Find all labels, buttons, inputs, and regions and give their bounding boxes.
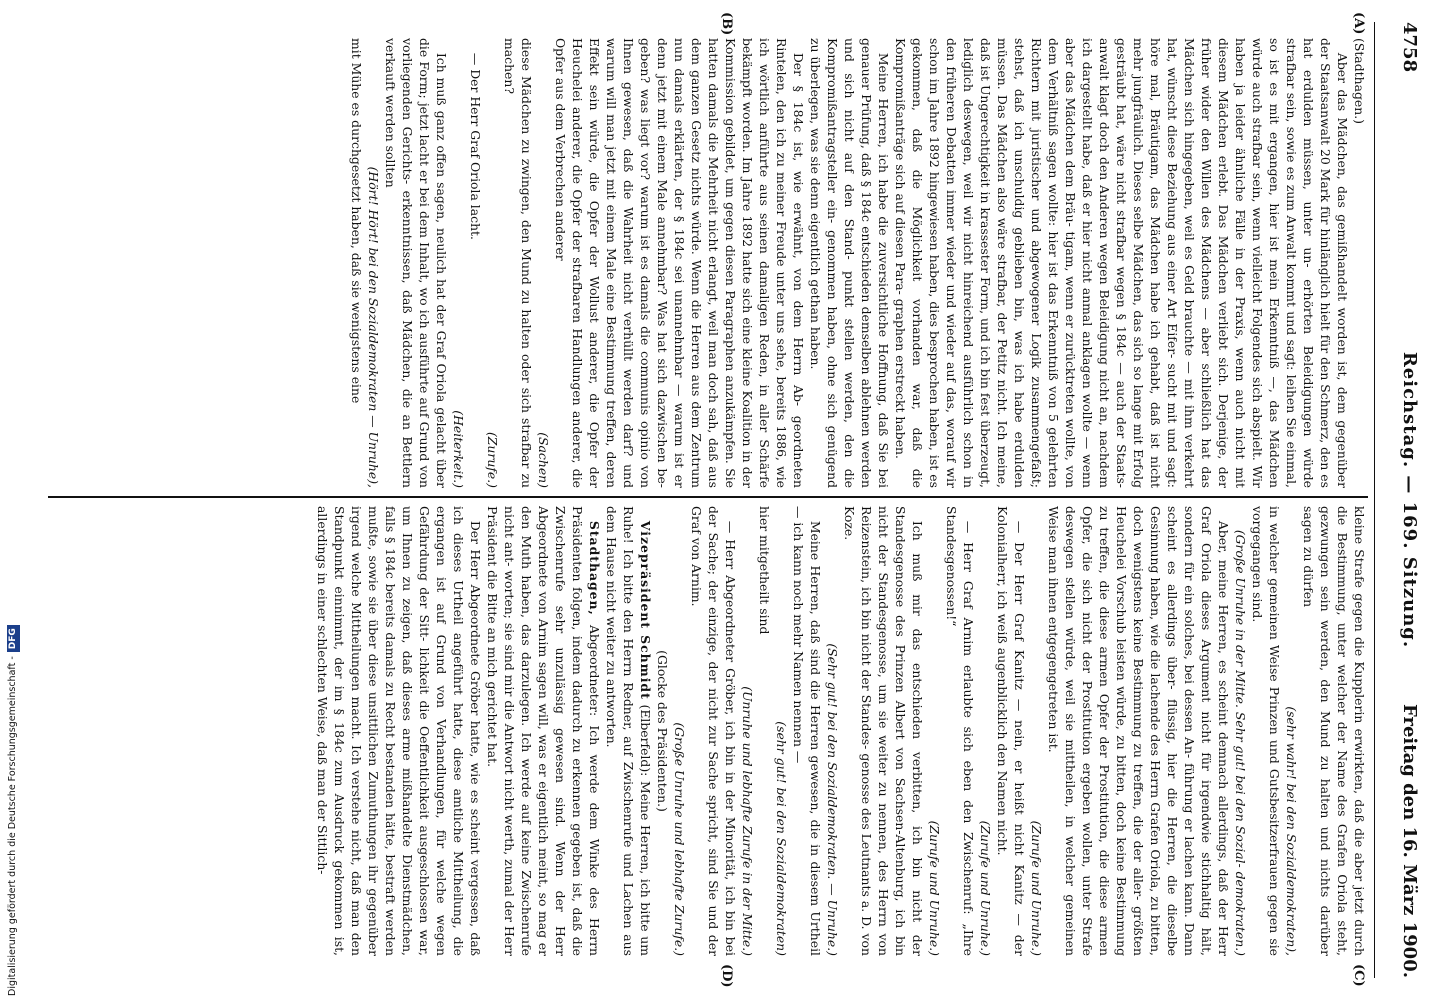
paragraph: — Der Herr Graf Kanitz — nein, er heißt nicht Kanitz — der Kolonialherr, ich weiß augenblicklich den Namen nicht. (995, 506, 1027, 956)
paragraph (484, 506, 603, 956)
paragraph: — Herr Graf Arnim erlaubte sich eben den Zwischenruf: „Ihre Standesgenossen!“ (944, 506, 976, 956)
stage-direction: (Große Unruhe und lebhafte Zurufe.) (672, 722, 687, 956)
stage-direction: (Unruhe und lebhafte Zurufe in der Mitte.) (740, 686, 755, 956)
margin-marker-b: (B) (719, 12, 734, 36)
paragraph: in welcher gemeinen Weise Prinzen und Gutsbesitzerfrauen gegen sie vorgegangen sind. (1250, 506, 1282, 956)
running-title: Reichstag. — 169. Sitzung. (1399, 351, 1420, 649)
session-date: Freitag den 16. März 1900. (1399, 704, 1420, 978)
stage-direction: (Zurufe.) (485, 431, 500, 488)
paragraph: Meine Herren, ich habe die zuversichtliche Hoffnung, daß Sie bei genauer Prüfung, daß § 184c entschieden demselben ablehnen werden und sich nicht auf den Stand- punkt stellen werden, den die Kompromißantragsteller ein- genommen haben, ohne sich genügend zu überlegen, was sie denn eigentlich gethan haben. (808, 38, 891, 488)
paragraph: kleine Strafe gegen die Kupplerin erwirkten, daß die aber jetzt durch die Bestimmung, unter welcher der Name des Grafen Oriola steht, gezwungen sein werden, den Mund zu halten und nichts darüber sagen zu dürfen (1301, 506, 1367, 956)
right-text-column (48, 506, 1368, 956)
stage-direction: (Zurufe und Unruhe.) (1029, 820, 1044, 956)
stage-direction: (Zurufe und Unruhe.) (978, 820, 993, 956)
speech-text: Abgeordneter: Ich werde dem Winke des Herrn Präsidenten folgen, indem dadurch zu erkennen gegeben ist, daß die Zwischenrufe sehr unzulässig gewesen sind. Wenn der Herr Abgeordnete von Arnim sagen will, was er eigentlich meint, so mag er den Muth haben, das darzulegen. Ich werde auf keine Zwischenrufe nicht ant- worten; sie sind mir die Antwort nicht werth, zumal der Herr Präsident die Bitte an mich gerichtet hat. (485, 506, 602, 956)
speaker-name: Stadthagen, (587, 520, 602, 616)
paragraph: Der Herr Abgeordnete Gröber hatte, wie es scheint vergessen, daß ich dieses Urtheil angeführt hatte, diese amtliche Mittheilung, die ergangen ist auf Grund von Verhandlungen, für welche wegen Gefährdung der Sitt- lichkeit die Oeffentlichkeit ausgeschlossen war, um Ihnen zu zeigen, daß dieses arme mißhandelte Dienstmädchen, falls § 184c bereits damals zu Recht bestanden hätte, bestraft werden mußte, sowie sie über diese unsittlichen Zumuthungen ihr gegenüber irgend welche Mittheilungen macht. Ich verstehe nicht, daß man den Standpunkt einnimmt, der im § 184c zum Ausdruck gekommen ist, allerdings in einer schlechten Weise, daß man der Sittlich- (315, 506, 483, 956)
stage-direction: (Zurufe und Unruhe.) (927, 820, 942, 956)
paragraph (603, 506, 654, 956)
paragraph: — Herr Abgeordneter Gröber, ich bin in der Minorität, ich bin bei der Sache; der einzige, der nicht zur Sache spricht, sind Sie und der Graf von Arnim. (689, 506, 738, 956)
paragraph: diese Mädchen zu zwingen, den Mund zu halten oder sich strafbar zu machen? (502, 38, 534, 488)
paragraph: Meine Herren, daß sind die Herren gewesen, die in diesem Urtheil — ich kann noch mehr Namen nennen — (791, 506, 823, 956)
stage-direction: (Glocke des Präsidenten.) (655, 650, 670, 812)
stage-direction: (sehr wahr! bei den Sozialdemokraten), (1284, 706, 1299, 956)
left-text-column (48, 38, 1368, 488)
footer-text: Digitalisierung gefördert durch die Deutsche Forschungsgemeinschaft - (7, 656, 18, 996)
margin-marker-d: (D) (719, 964, 734, 988)
stage-direction: (Hört! Hört! bei den Sozialdemokraten — Unruhe), (366, 166, 381, 488)
paragraph: hier mitgetheilt sind (757, 506, 772, 635)
margin-marker-c: (C) (1351, 964, 1366, 987)
page-header (1374, 22, 1426, 978)
paragraph: — Der Herr Graf Oriola lacht. (468, 52, 483, 240)
column-divider (48, 496, 1368, 498)
speech-text: (Elberfeld): Meine Herren, ich bitte um Ruhe! Ich bitte den Herrn Redner, auf Zwischenrufe und Lachen aus dem Hause nicht weiter zu antworten. (604, 506, 653, 956)
paragraph: Ich muß mir das entschieden verbitten, ich bin nicht der Standesgenosse des Prinzen Albert von Sachsen-Altenburg, ich bin nicht der Standesgenosse, um sie weiter zu nennen, des Herrn von Reizenstein, ich bin nicht der Standes- genosse des Leutnants a. D. von Koze. (842, 506, 925, 956)
margin-marker-a: (A) (1351, 12, 1366, 35)
page-number: 4758 (1399, 22, 1420, 73)
digitization-footer (4, 606, 22, 996)
stage-direction: (Heiterkeit.) (451, 410, 466, 488)
paragraph: Ich muß ganz offen sagen, neulich hat der Graf Oriola gelacht über die Form; jetzt lacht er bei dem Inhalt, wo ich ausführte auf Grund von vorliegenden Gerichts- erkenntnissen, daß Mädchen, die an Bettlern verkauft werden sollten (383, 38, 449, 488)
paragraph: Aber, meine Herren, es scheint demnach allerdings, daß der Herr Graf Oriola dieses Argument nicht für irgendwie stichhaltig hält, sondern für ein solches, bei dessen An- führung er lachen kann. Dann scheint es allerdings über- flüssig, hier die Herren, die dieselbe Gesinnung haben, wie die lachende des Herrn Grafen Oriola, zu bitten, doch wenigstens keine Bestimmung zu treffen, die der aller- größten Heuchelei Vorschub leisten würde, zu bitten, doch keine Bestimmung zu treffen, die diese armen Opfer der Prostitution, die diese armen Opfer, die sich nicht der Prostitution ergeben wollen, unter Strafe deswegen stellen würde, weil sie mittheilen, in welcher gemeinen Weise man ihnen entgegengetreten ist. (1046, 506, 1231, 956)
paragraph: mit Mühe es durchgesetzt haben, daß sie wenigstens eine (349, 38, 364, 404)
stage-direction: (Sachen) (536, 432, 551, 488)
stage-direction: (Große Unruhe in der Mitte. Sehr gut! bei den Sozial- demokraten.) (1233, 529, 1248, 956)
header-rule (1374, 22, 1375, 978)
speaker-name: Vizepräsident Schmidt (638, 520, 653, 700)
dfg-logo: DFG (7, 625, 20, 652)
paragraph: (Stadthagen.) (1352, 38, 1367, 124)
paragraph: Aber das Mädchen, das gemißhandelt worden ist, dem gegenüber der Staatsanwalt 20 Mark für hinlänglich hielt für den Schmerz, den es hat erdulden müssen, unter un- erhörten Beleidigungen würde strafbar sein, sowie es zum Anwalt kommt und sagt: leihen Sie einmal, so ist es mit ergangen, hier ist mein Erkenntniß —, das Mädchen würde auch strafbar sein, wenn vielleicht Folgendes sich abspielt. Wir haben ja leider ähnliche Fälle in der Praxis, wenn auch nicht mit diesem Mädchen erlebt. Das Mädchen verliebt sich. Derjenige, der früher wider den Willen des Mädchens — aber schließlich hat das Mädchen sich hingegeben, weil es Geld brauchte — mit ihm verkehrt hat, wünscht diese Beziehung aus einer Art Eifer- sucht mit und sagt: höre mal, Bräutigam, das Mädchen habe ich gehabt, daß ist nicht mehr jungfräulich. Dieses selbe Mädchen, das sich so lange mit Erfolg gesträubt hat, wäre nicht strafbar wegen § 184c — auch der Staats- anwalt klagt doch den Anderen wegen Beleidigung nicht an, nachdem ich dargestellt habe, daß er hier nicht anmal anklagen wollte — wenn aber das Mädchen dem Bräu- tigam, wenn er zurücktreten wollte, von dem Verhältniß sagen wollte: hier ist das Erkenntniß von 5 gelehrten Richtern mit juristischer und abgewogener Logik zusammengefaßt; stehst, daß ich unschuldig geblieben bin, was ich habe erdulden müssen. Das Mädchen also wäre strafbar, der Petitz nicht. Ich meine, daß ist Ungerechtigkeit in krassester Form, und ich bin fest überzeugt, lediglich deswegen, weil wir nicht hinreichend ausführlich schon in den früheren Debatten immer wieder und wieder auf das, worauf wir schon im Jahre 1892 hingewiesen haben, dies besprochen haben, ist es gekommen, daß die Möglichkeit vorhanden war, daß die Kompromißanträge sich auf diesen Para- graphen erstreckt haben. (893, 38, 1350, 488)
stage-direction: (Sehr gut! bei den Sozialdemokraten. — Unruhe.) (825, 643, 840, 956)
paragraph: Der § 184c ist, wie erwähnt, von dem Herrn Ab- geordneten Rintelen, den ich zu meiner Freude unter uns sehe, bereits 1886, wie ich wörtlich anführte aus seinen damaligen Reden, in aller Schärfe bekämpft worden. Im Jahre 1892 hatte sich eine kleine Koalition in der Kommission gebildet, um gegen diesen Paragraphen anzukämpfen. Sie hatten damals die Mehrheit nicht erlangt, weil man doch sah, daß aus dem ganzen Gesetz nichts würde. Wenn die Herren aus dem Zentrum nun damals erklärten, der § 184c sei unannehmbar — warum ist er denn jetzt mit einem Male annehmbar? Was hat sich dazwischen be- geben? was liegt vor? warum ist es damals die communis opinio von Ihnen gewesen, daß die Wahrheit nicht verhüllt werden darf? und warum will man jetzt mit einem Male eine Bestimmung treffen, deren Effekt sein würde, die Opfer der Wollust anderer, die Opfer der Heuchelei anderer, die Opfer der strafbaren Handlungen anderer, die Opfer aus dem Verbrechen anderer (553, 38, 806, 488)
stage-direction: (sehr gut! bei den Sozialdemokraten) (774, 721, 789, 956)
